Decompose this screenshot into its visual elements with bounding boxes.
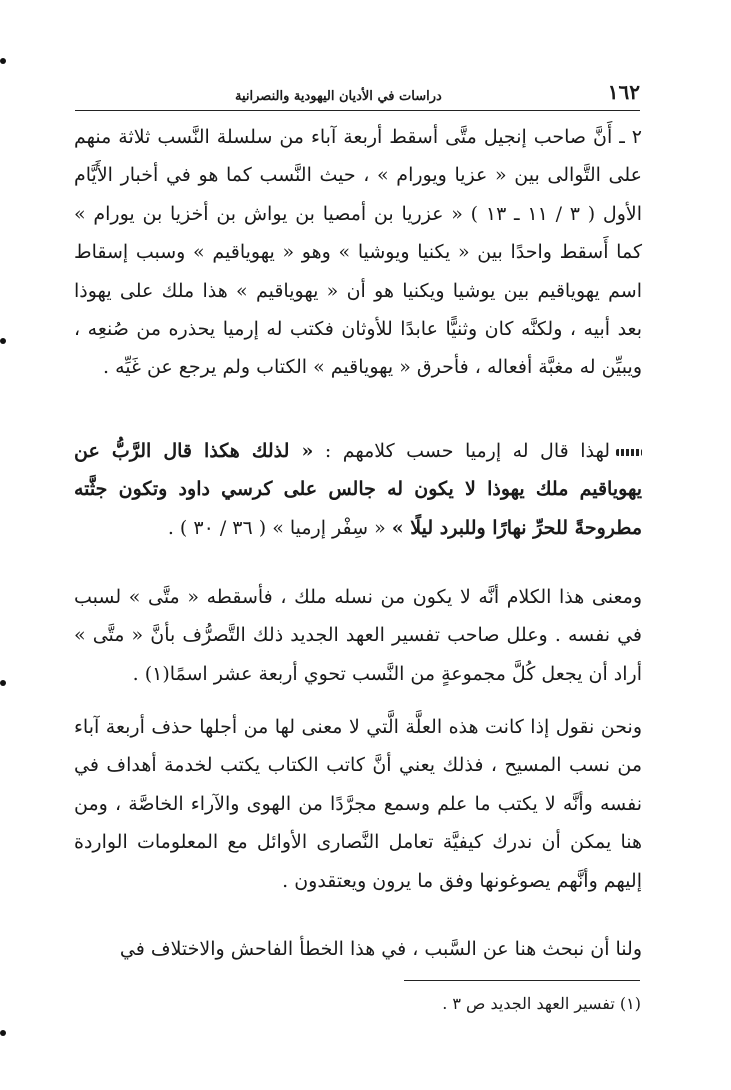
footnote: (١) تفسير العهد الجديد ص ٣ .	[442, 994, 641, 1013]
scan-edge-mark	[0, 1030, 6, 1036]
paragraph-meaning: ومعنى هذا الكلام أنَّه لا يكون من نسله ملك ، فأسقطه « متَّى » لسبب في نفسه . وعلل صاحب تفسير العهد الجديد ذلك التَّصرُّف بأنَّ « متَّى » أراد أن يجعل كُلَّ مجموعةٍ من النَّسب تحوي أربعة عشر اسمًا(١) .	[74, 586, 642, 685]
footnote-divider	[404, 980, 640, 981]
paragraph-continuation: ولنا أن نبحث هنا عن السَّبب ، في هذا الخطأ الفاحش والاختلاف في	[119, 938, 642, 960]
page-number: ١٦٢	[607, 80, 640, 104]
paragraph-jeremiah-quote	[74, 432, 642, 547]
running-title: دراسات في الأديان اليهودية والنصرانية	[235, 89, 442, 104]
running-header	[75, 80, 640, 111]
quote-intro: لهذا قال له إرميا حسب كلامهم :	[324, 440, 610, 462]
paragraph-genealogy-omission: ٢ ـ أَنَّ صاحب إنجيل متَّى أسقط أربعة آباء من سلسلة النَّسب ثلاثة منهم على التَّوالى بين « عزيا ويورام » ، حيث النَّسب كما هو في أخبار الأَيَّام الأول ( ٣ / ١١ ـ ١٣ ) « عزريا بن أمصيا بن يواش بن أخزيا بن يورام » كما أَسقط واحدًا بين « يكنيا ويوشيا » وهو « يهوياقيم » وسبب إسقاط اسم يهوياقيم بين يوشيا ويكنيا هو أن « يهوياقيم » هذا ملك على يهوذا بعد أبيه ، ولكنَّه كان وثنيًّا عابدًا للأوثان فكتب له إرميا يحذره من صُنعِه ، ويبيِّن له مغبَّة أفعاله ، فأحرق « يهوياقيم » الكتاب ولم يرجع عن غَيِّه .	[74, 126, 643, 379]
bullet-icon	[616, 449, 642, 456]
scan-edge-mark	[0, 680, 6, 686]
scan-edge-mark	[0, 338, 6, 344]
quote-text: « لذلك هكذا قال الرَّبُّ عن يهوياقيم ملك يهوذا لا يكون له جالس على كرسي داود وتكون جثَّته مطروحةً للحرِّ نهارًا وللبرد ليلًا »	[74, 440, 642, 539]
paragraph-argument: ونحن نقول إذا كانت هذه العلَّة الَّتي لا معنى لها من أجلها حذف أربعة آباء من نسب المسيح ، فذلك يعني أنَّ كاتب الكتاب يكتب لخدمة أهداف في نفسه وأنَّه لا يكتب ما علم وسمع مجرَّدًا من الهوى والآراء الخاصَّة ، ومن هنا يمكن أن ندرك كيفيَّة تعامل النَّصارى الأوائل مع المعلومات الواردة إليهم وأنَّهم يصوغونها وفق ما يرون ويعتقدون .	[74, 716, 642, 892]
quote-reference: « سِفْر إرميا » ( ٣٦ / ٣٠ ) .	[167, 516, 386, 539]
scan-edge-mark	[0, 58, 6, 64]
